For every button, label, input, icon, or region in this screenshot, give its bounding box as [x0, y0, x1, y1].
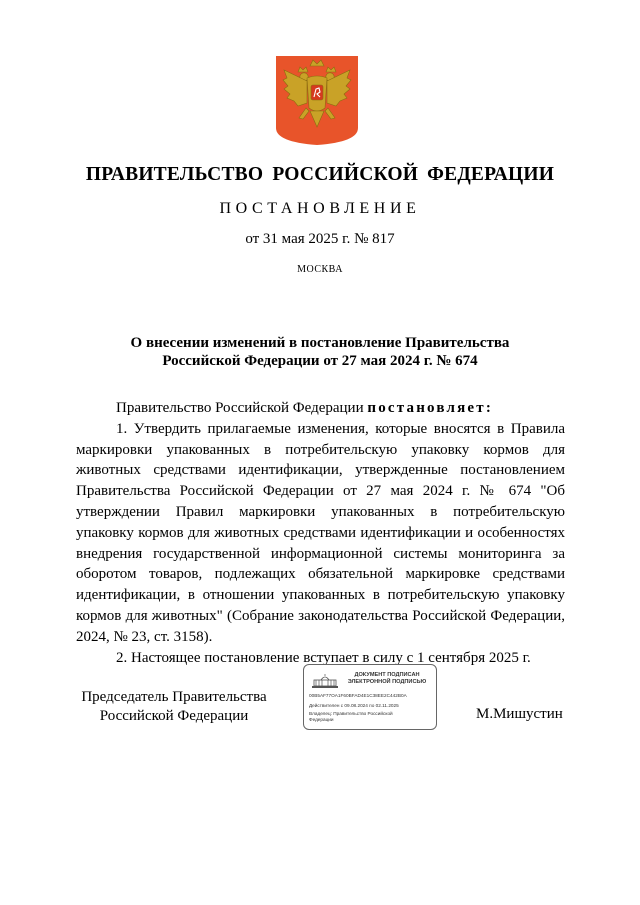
signatory-name: М.Мишустин	[476, 706, 563, 722]
stamp-owner-line-2: Федерации	[309, 717, 334, 722]
signatory-position	[74, 688, 274, 725]
document-date-number: от 31 мая 2025 г. № 817	[245, 231, 395, 247]
stamp-heading-line-2: ЭЛЕКТРОННОЙ ПОДПИСЬЮ	[347, 679, 427, 685]
item-1-paragraph: 1. Утвердить прилагаемые изменения, которые вносятся в Правила маркировки упакованных в потребительскую упаковку кормов для животных средствами идентификации, утвержденные постановлением Правительства Российской Федерации от 27 мая 2024 г. № 674 "Об утверждении Правил маркировки упакованных в потребительскую упаковку кормов для животных средствами идентификации и особенностях внедрения государственной информационной системы мониторинга за оборотом товаров, подлежащих обязательной маркировке средствами идентификации, в отношении упакованных в потребительскую упаковку кормов для животных" (Собрание законодательства Российской Федерации, 2024, № 23, ст. 3158).	[76, 420, 565, 645]
signatory-position-line-1: Председатель Правительства	[81, 689, 267, 705]
item-2-paragraph: 2. Настоящее постановление вступает в силу с 1 сентября 2025 г.	[116, 649, 531, 666]
stamp-heading	[340, 672, 434, 686]
stamp-validity: Действителен с 09.08.2024 по 02.11.2025	[309, 703, 399, 708]
signatory-position-line-2: Российской Федерации	[99, 707, 249, 724]
intro-verb: постановляет:	[367, 400, 494, 416]
subject-line-2: Российской Федерации от 27 мая 2024 г. № 674	[162, 353, 478, 369]
document-body	[76, 398, 565, 668]
electronic-signature-stamp	[303, 664, 437, 730]
stamp-owner-line-1: Владелец: Правительство Российской	[309, 711, 393, 716]
document-type: ПОСТАНОВЛЕНИЕ	[219, 200, 421, 217]
government-building-icon	[311, 673, 339, 689]
city-name: МОСКВА	[297, 264, 343, 275]
government-title: ПРАВИТЕЛЬСТВО РОССИЙСКОЙ ФЕДЕРАЦИИ	[85, 164, 555, 185]
coat-of-arms-emblem	[276, 56, 358, 145]
document-subject	[80, 334, 560, 370]
intro-paragraph	[76, 398, 565, 419]
stamp-certificate: 00B5AF77OA1F60BFAD4E1C38EE2C442B0A	[309, 693, 407, 698]
intro-text: Правительство Российской Федерации	[116, 400, 364, 416]
stamp-heading-line-1: ДОКУМЕНТ ПОДПИСАН	[354, 672, 420, 678]
subject-line-1: О внесении изменений в постановление Правительства	[130, 335, 510, 351]
